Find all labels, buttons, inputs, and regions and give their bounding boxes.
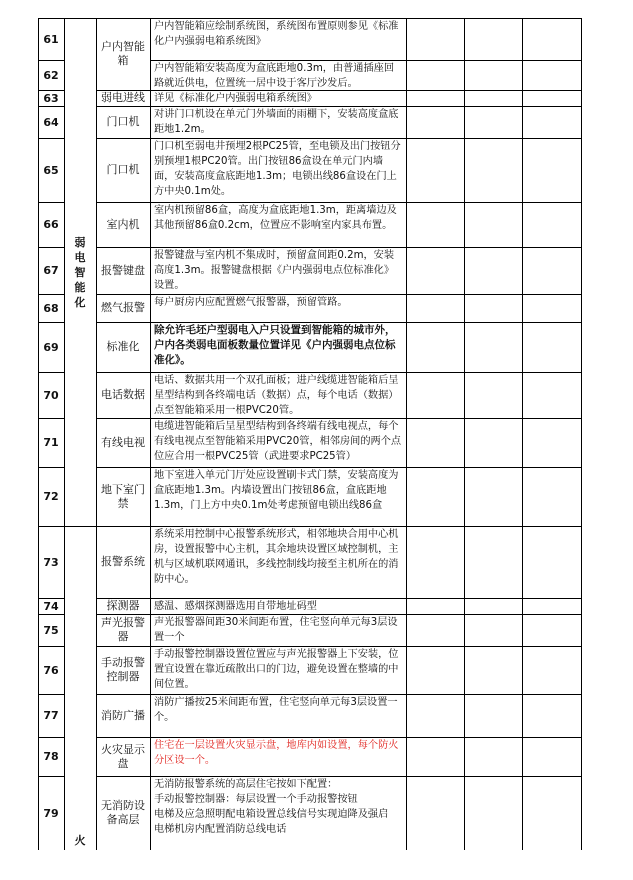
- item-name: 地下室门禁: [101, 482, 145, 510]
- row-number: 64: [43, 115, 59, 129]
- empty-cell: [522, 418, 581, 467]
- empty-cell: [522, 18, 581, 60]
- empty-cell: [406, 372, 464, 418]
- empty-cell: [522, 106, 581, 138]
- empty-cell: [464, 737, 522, 776]
- empty-cell: [522, 322, 581, 372]
- empty-cell: [464, 90, 522, 106]
- requirement-text: 每户厨房内应配置燃气报警器，预留管路。: [154, 297, 348, 308]
- empty-cell: [464, 322, 522, 372]
- empty-cell: [522, 60, 581, 90]
- requirement-text: 感温、感烟探测器选用自带地址码型: [154, 601, 317, 612]
- empty-cell: [522, 247, 581, 294]
- requirement-text: 无消防报警系统的高层住宅按如下配置： 手动报警控制器：每层设置一个手动报警按钮 电梯及应急照明配电箱设置总线信号实现迫降及强启 电梯机房内配置消防总线电话: [154, 779, 389, 835]
- empty-cell: [522, 614, 581, 646]
- empty-cell: [464, 776, 522, 850]
- row-number: 66: [43, 218, 59, 231]
- requirement-text: 门口机至弱电井预埋2根PC25管，至电锁及出门按钮分别预埋1根PC20管。出门按钮86盒设在单元门内墙面，安装高度盒底距地1.3m；电锁出线86盒设在门上方中央0.1m处。: [154, 141, 401, 197]
- empty-cell: [406, 526, 464, 598]
- item-name: 门口机: [106, 115, 140, 128]
- empty-cell: [464, 60, 522, 90]
- requirement-text: 室内机预留86盒，高度为盒底距地1.3m，距离墙边及其他预留86盒0.2cm，位置应不影响室内家具布置。: [154, 205, 397, 231]
- row-number: 73: [43, 555, 59, 569]
- requirement-text: 对讲门口机设在单元门外墙面的雨棚下，安装高度盒底距地1.2m。: [154, 109, 399, 135]
- item-name: 手动报警控制器: [101, 656, 145, 683]
- empty-cell: [406, 90, 464, 106]
- empty-cell: [464, 646, 522, 694]
- item-name: 有线电视: [101, 435, 145, 449]
- empty-cell: [406, 598, 464, 614]
- category-label: 火: [74, 834, 86, 847]
- item-name: 火灾显示盘: [101, 742, 145, 770]
- empty-cell: [522, 694, 581, 737]
- empty-cell: [464, 18, 522, 60]
- item-name: 门口机: [106, 163, 140, 176]
- empty-cell: [464, 418, 522, 467]
- requirement-text: 地下室进入单元门厅处应设置刷卡式门禁，安装高度为盒底距地1.3m。内墙设置出门按钮86盒，盒底距地1.3m，门上方中央0.1m处考虑预留电锁出线86盒: [154, 470, 399, 511]
- requirement-text: 户内智能箱应绘制系统图，系统图布置原则参见《标准化户内强弱电箱系统图》: [154, 21, 399, 47]
- empty-cell: [464, 247, 522, 294]
- empty-cell: [464, 294, 522, 322]
- row-number: 75: [43, 623, 59, 637]
- row-number: 79: [43, 806, 59, 820]
- row-number: 76: [43, 663, 59, 677]
- requirement-text: 电缆进智能箱后呈星型结构到各终端有线电视点，每个有线电视点至智能箱采用PVC20管，相邻房间的两个点位应合用一根PVC25管（武进要求PC25管）: [154, 421, 402, 462]
- empty-cell: [522, 776, 581, 850]
- empty-cell: [406, 247, 464, 294]
- empty-cell: [522, 467, 581, 526]
- empty-cell: [522, 202, 581, 247]
- empty-cell: [406, 467, 464, 526]
- requirement-text: 户内智能箱安装高度为盒底距地0.3m，由普通插座回路就近供电，位置统一居中设于客厅沙发后。: [154, 63, 395, 89]
- empty-cell: [522, 90, 581, 106]
- empty-cell: [522, 646, 581, 694]
- row-number: 74: [43, 599, 59, 613]
- category-label: 弱 电 智 能 化: [74, 235, 86, 309]
- empty-cell: [406, 646, 464, 694]
- row-number: 70: [43, 388, 59, 402]
- empty-cell: [464, 694, 522, 737]
- empty-cell: [406, 60, 464, 90]
- row-number: 77: [43, 709, 59, 722]
- item-name: 无消防设备高层: [101, 799, 145, 826]
- row-number: 67: [43, 264, 59, 277]
- empty-cell: [464, 106, 522, 138]
- empty-cell: [464, 138, 522, 202]
- empty-cell: [406, 694, 464, 737]
- row-number: 78: [43, 750, 59, 763]
- row-number: 63: [43, 91, 59, 105]
- empty-cell: [406, 138, 464, 202]
- row-number: 62: [43, 68, 59, 82]
- empty-cell: [406, 106, 464, 138]
- empty-cell: [522, 598, 581, 614]
- row-number: 61: [43, 32, 59, 46]
- requirement-text: 除允许毛坯户型弱电入户只设置到智能箱的城市外，户内各类弱电面板数量位置详见《户内强弱电点位标准化》。: [154, 324, 396, 366]
- empty-cell: [464, 467, 522, 526]
- row-number: 69: [43, 340, 59, 354]
- item-name: 室内机: [106, 217, 140, 231]
- empty-cell: [522, 737, 581, 776]
- empty-cell: [464, 526, 522, 598]
- item-name: 消防广播: [101, 708, 145, 722]
- item-name: 弱电进线: [101, 91, 145, 104]
- requirement-text: 住宅在一层设置火灾显示盘，地库内如设置，每个防火分区设一个。: [154, 740, 399, 766]
- empty-cell: [406, 776, 464, 850]
- empty-cell: [464, 372, 522, 418]
- empty-cell: [406, 737, 464, 776]
- row-number: 68: [43, 301, 59, 315]
- empty-cell: [406, 294, 464, 322]
- requirement-text: 详见《标准化户内强弱电箱系统图》: [154, 93, 317, 104]
- item-name: 报警键盘: [101, 263, 145, 277]
- empty-cell: [406, 322, 464, 372]
- empty-cell: [522, 294, 581, 322]
- item-name: 报警系统: [101, 555, 145, 568]
- item-name: 标准化: [106, 340, 140, 353]
- item-name: 户内智能箱: [101, 40, 145, 67]
- empty-cell: [406, 614, 464, 646]
- empty-cell: [406, 202, 464, 247]
- empty-cell: [464, 598, 522, 614]
- requirement-text: 电话、数据共用一个双孔面板；进户线缆进智能箱后呈星型结构到各终端电话（数据）点，每个电话（数据）点至智能箱采用一根PVC20管。: [154, 375, 399, 416]
- requirement-text: 消防广播按25米间距布置，住宅竖向单元每3层设置一个。: [154, 697, 398, 723]
- item-name: 探测器: [106, 599, 140, 612]
- requirement-text: 系统采用控制中心报警系统形式，相邻地块合用中心机房，设置报警中心主机，其余地块设置区域控制机，主机与区域机联网通讯，多线控制线均接至主机所在的消防中心。: [154, 529, 399, 585]
- empty-cell: [406, 18, 464, 60]
- empty-cell: [522, 372, 581, 418]
- empty-cell: [522, 526, 581, 598]
- row-number: 71: [43, 436, 59, 449]
- item-name: 电话数据: [101, 388, 145, 401]
- item-name: 燃气报警: [101, 301, 145, 314]
- requirement-text: 报警键盘与室内机不集成时，预留盒间距0.2m，安装高度1.3m。报警键盘根据《户内强弱电点位标准化》设置。: [154, 250, 395, 291]
- empty-cell: [522, 138, 581, 202]
- empty-cell: [464, 614, 522, 646]
- requirement-text: 手动报警控制器设置位置应与声光报警器上下安装，位置宜设置在靠近疏散出口的门边，避免设置在整墙的中间位置。: [154, 649, 399, 690]
- empty-cell: [464, 202, 522, 247]
- row-number: 65: [43, 163, 59, 177]
- empty-cell: [406, 418, 464, 467]
- requirement-text: 声光报警器间距30米间距布置，住宅竖向单元每3层设置一个: [154, 617, 398, 643]
- row-number: 72: [43, 490, 59, 503]
- item-name: 声光报警器: [101, 616, 145, 643]
